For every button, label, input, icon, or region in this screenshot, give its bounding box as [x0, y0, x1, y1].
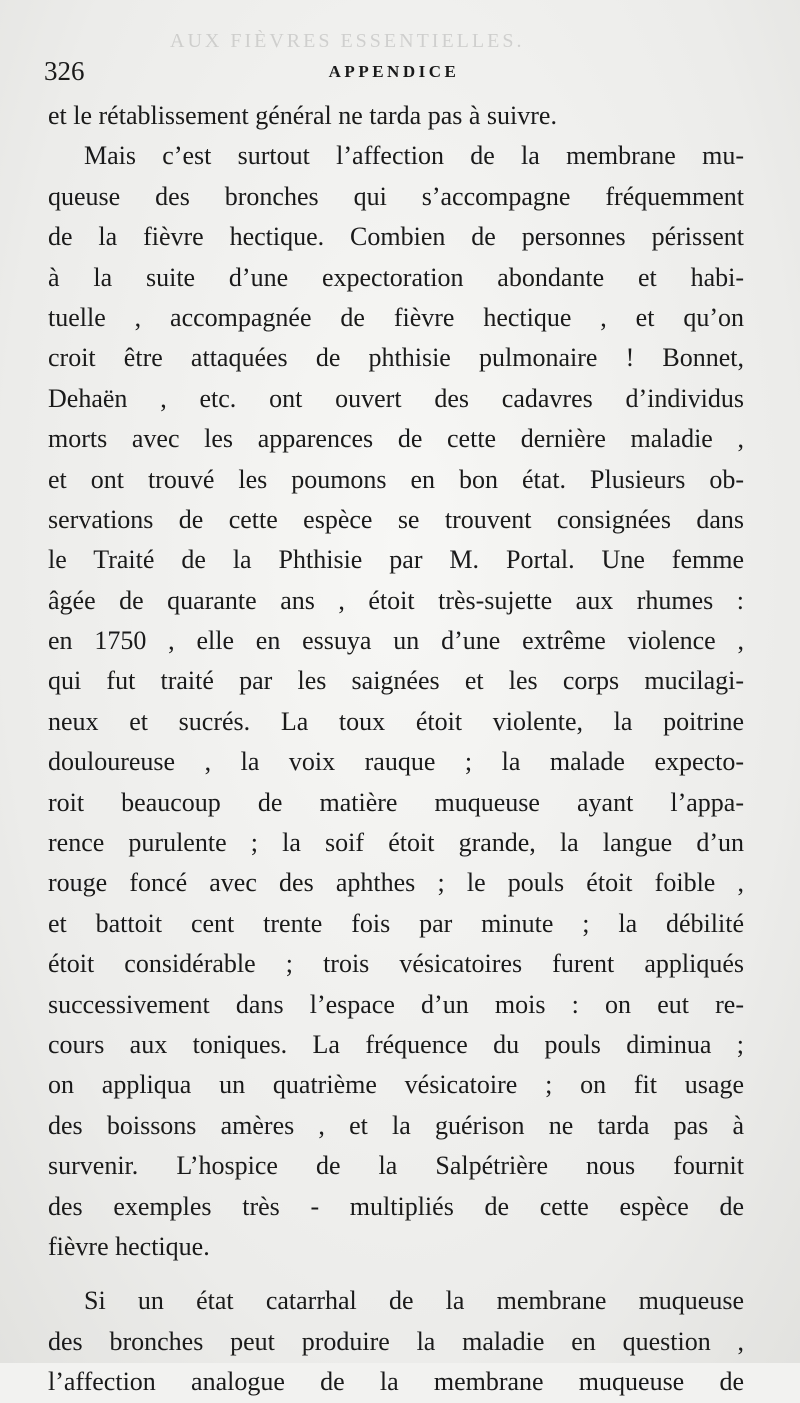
text-line: et le rétablissement général ne tarda pas à suivre.	[48, 101, 557, 130]
text-line: fièvre hectique.	[48, 1231, 210, 1261]
body-text	[48, 96, 744, 1403]
text-line: des bronches peut produire la maladie en question ,	[48, 1326, 744, 1356]
page-header	[44, 56, 744, 96]
bleed-through-text: AUX FIÈVRES ESSENTIELLES.	[170, 30, 525, 52]
text-line: Dehaën , etc. ont ouvert des cadavres d’individus	[48, 383, 744, 413]
text-line: et battoit cent trente fois par minute ; la débilité	[48, 908, 744, 938]
paragraph	[48, 96, 744, 136]
text-line: rouge foncé avec des aphthes ; le pouls étoit foible ,	[48, 868, 744, 898]
paragraph	[48, 136, 744, 1267]
text-line: de la fièvre hectique. Combien de personnes périssent	[48, 222, 744, 252]
text-line: morts avec les apparences de cette dernière maladie ,	[48, 424, 744, 454]
text-line: rence purulente ; la soif étoit grande, la langue d’un	[48, 828, 744, 858]
text-line: roit beaucoup de matière muqueuse ayant l’appa-	[48, 787, 744, 817]
paragraph	[48, 1281, 744, 1402]
text-line: l’affection analogue de la membrane muqueuse de	[48, 1367, 744, 1397]
paragraph-gap	[48, 1267, 744, 1281]
text-line: survenir. L’hospice de la Salpétrière nous fournit	[48, 1151, 744, 1181]
text-line: en 1750 , elle en essuya un d’une extrême violence ,	[48, 626, 744, 656]
running-head: APPENDICE	[328, 62, 460, 81]
text-line: étoit considérable ; trois vésicatoires furent appliqués	[48, 949, 744, 979]
text-line: et ont trouvé les poumons en bon état. Plusieurs ob-	[48, 464, 744, 494]
text-line: qui fut traité par les saignées et les corps mucilagi-	[48, 666, 744, 696]
text-line: des boissons amères , et la guérison ne tarda pas à	[48, 1110, 744, 1140]
page-number: 326	[44, 56, 85, 86]
text-line: tuelle , accompagnée de fièvre hectique , et qu’on	[48, 302, 744, 332]
text-line: Si un état catarrhal de la membrane muqueuse	[84, 1286, 744, 1316]
text-line: croit être attaquées de phthisie pulmonaire ! Bonnet,	[48, 343, 744, 373]
text-line: le Traité de la Phthisie par M. Portal. Une femme	[48, 545, 744, 575]
text-line: cours aux toniques. La fréquence du pouls diminua ;	[48, 1029, 744, 1059]
text-line: douloureuse , la voix rauque ; la malade expecto-	[48, 747, 744, 777]
text-line: Mais c’est surtout l’affection de la membrane mu-	[84, 141, 744, 171]
text-line: à la suite d’une expectoration abondante et habi-	[48, 262, 744, 292]
text-line: queuse des bronches qui s’accompagne fréquemment	[48, 181, 744, 211]
text-line: âgée de quarante ans , étoit très-sujette aux rhumes :	[48, 585, 744, 615]
text-line: des exemples très - multipliés de cette espèce de	[48, 1191, 744, 1221]
text-line: successivement dans l’espace d’un mois : on eut re-	[48, 989, 744, 1019]
text-line: servations de cette espèce se trouvent consignées dans	[48, 504, 744, 534]
text-line: neux et sucrés. La toux étoit violente, la poitrine	[48, 706, 744, 736]
text-line: on appliqua un quatrième vésicatoire ; on fit usage	[48, 1070, 744, 1100]
